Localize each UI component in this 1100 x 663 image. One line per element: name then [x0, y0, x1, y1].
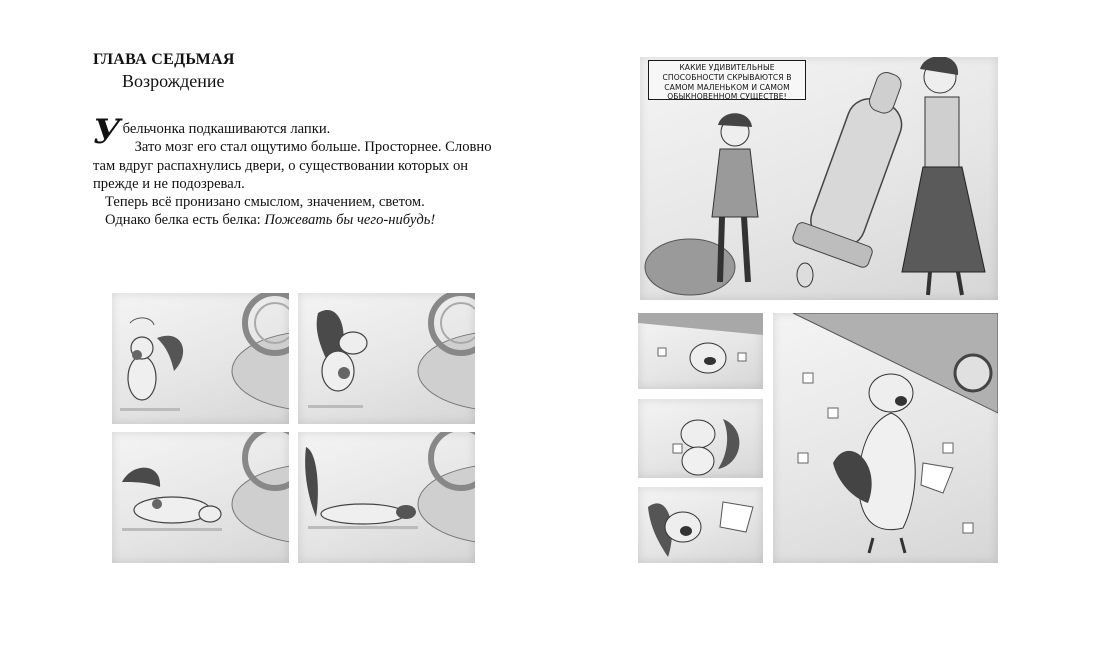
body-text [93, 112, 503, 230]
paragraph-4 [93, 211, 503, 229]
comic-caption: КАКИЕ УДИВИТЕЛЬНЫЕ СПОСОБНОСТИ СКРЫВАЮТСЯ В САМОМ МАЛЕНЬКОМ И САМОМ ОБЫКНОВЕННОМ СУЩЕСТВЕ! [648, 60, 806, 100]
panel-squirrel-paper [638, 487, 763, 563]
paragraph-4-italic: Пожевать бы чего-нибудь! [264, 212, 436, 229]
panel-squirrel-dazed [112, 293, 289, 424]
paragraph-3: Теперь всё пронизано смыслом, значением, светом. [105, 194, 425, 211]
paragraph-2: Зато мозг его стал ощутимо больше. Просторнее. Словно там вдруг распахнулись двери, о существовании которых он прежде и не подозревал. [93, 139, 492, 192]
squirrel-stretch-illustration [298, 432, 475, 563]
chapter-title: Возрождение [122, 71, 225, 91]
chapter-number: ГЛАВА СЕДЬМАЯ [93, 51, 235, 68]
paragraph-1 [93, 112, 503, 152]
panel-squirrel-crouch [112, 432, 289, 563]
drop-cap: У [93, 112, 121, 152]
paragraph-1-text: бельчонка подкашиваются лапки. [122, 121, 331, 137]
panel-squirrel-shout [638, 313, 763, 389]
squirrel-celebrate-illustration [773, 313, 998, 563]
paragraph-4-text: Однако белка есть белка: [105, 212, 265, 229]
squirrel-shout-illustration [638, 313, 763, 389]
squirrel-eating-illustration [638, 399, 763, 478]
squirrel-sitting-illustration [298, 293, 475, 424]
panel-squirrel-celebrate [773, 313, 998, 563]
panel-squirrel-sitting [298, 293, 475, 424]
squirrel-crouch-illustration [112, 432, 289, 563]
squirrel-dazed-illustration [112, 293, 289, 424]
squirrel-paper-illustration [638, 487, 763, 563]
panel-squirrel-eating [638, 399, 763, 478]
panel-squirrel-stretch [298, 432, 475, 563]
